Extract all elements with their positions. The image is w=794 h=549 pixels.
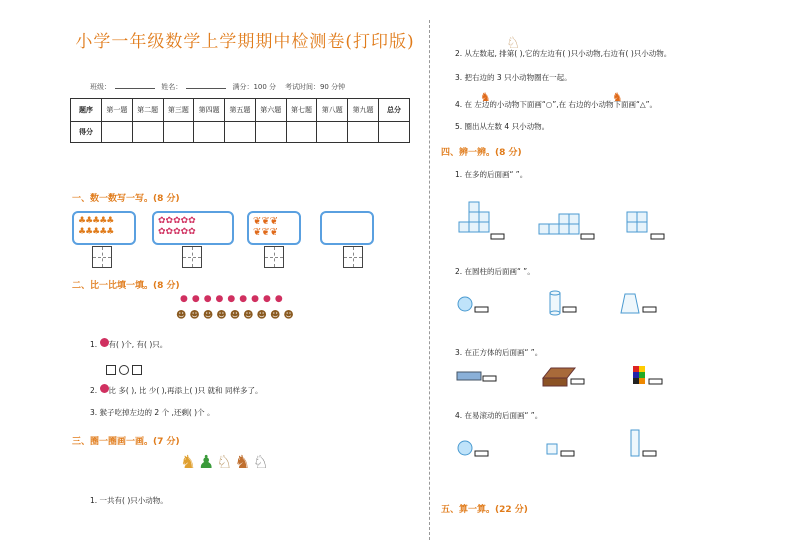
counting-box-empty xyxy=(320,211,374,245)
sphere-icon xyxy=(458,297,472,311)
cube-stack-icon xyxy=(627,212,647,232)
answer-box xyxy=(483,376,496,381)
sec4-question-3: 3. 在正方体的后面画“ ”。 xyxy=(455,348,543,357)
table-header-cell: 第一题 xyxy=(102,99,133,122)
class-blank xyxy=(115,88,155,89)
rabbit-icon: ♘ xyxy=(506,33,521,52)
writing-grid[interactable] xyxy=(264,246,284,268)
sphere-icon xyxy=(458,441,472,455)
cube-stack-icon xyxy=(459,202,489,232)
student-info-line xyxy=(90,82,345,92)
writing-grid[interactable] xyxy=(92,246,112,268)
counting-box-flowers xyxy=(152,211,234,245)
table-header-cell: 第二题 xyxy=(132,99,163,122)
cube-stacks-figure xyxy=(455,192,794,244)
answer-box xyxy=(561,451,574,456)
dog-icon: ♞ xyxy=(480,90,491,104)
score-cell[interactable] xyxy=(132,122,163,143)
writing-grid[interactable] xyxy=(343,246,363,268)
section-4-heading: 四、辨一辨。(8 分) xyxy=(441,148,522,158)
answer-box xyxy=(475,451,488,456)
cube-stack-icon xyxy=(539,214,579,234)
sec3-question-1: 1. 一共有( )只小动物。 xyxy=(90,496,168,505)
circle-icon xyxy=(119,365,129,375)
right-question-3: 3. 把右边的 3 只小动物圈在一起。 xyxy=(455,73,572,82)
score-table xyxy=(70,98,410,143)
cylinder-icon xyxy=(550,291,560,315)
table-header-cell: 第六题 xyxy=(255,99,286,122)
peach-icon xyxy=(100,384,109,393)
name-blank xyxy=(186,88,226,89)
table-header-cell: 总分 xyxy=(379,99,410,122)
shape-answer-row xyxy=(106,360,145,379)
sec2-q2-text: 比 多( ), 比 少( ),再添上( )只 就和 同样多了。 xyxy=(108,386,263,395)
page-title: 小学一年级数学上学期期中检测卷(打印版) xyxy=(75,32,415,52)
score-cell[interactable] xyxy=(225,122,256,143)
section-5-heading: 五、算一算。(22 分) xyxy=(441,505,528,515)
flower-icon: ✿✿✿✿✿ ✿✿✿✿✿ xyxy=(158,216,196,237)
cone-frustum-icon xyxy=(621,294,639,313)
section-1-heading: 一、数一数写一写。(8 分) xyxy=(72,194,180,204)
full-score-label: 满分：100 分 xyxy=(232,83,277,91)
table-row-label: 得分 xyxy=(71,122,102,143)
squirrel-icon: ❦❦❦ ❦❦❦ xyxy=(253,216,279,238)
sec4-question-1: 1. 在多的后面画“ ”。 xyxy=(455,170,528,179)
score-cell[interactable] xyxy=(255,122,286,143)
box-icon xyxy=(543,378,567,386)
table-header-cell: 题序 xyxy=(71,99,102,122)
table-header-cell: 第八题 xyxy=(317,99,348,122)
sec2-question-2: 2. 比 多( ), 比 少( ),再添上( )只 就和 同样多了。 xyxy=(90,386,263,395)
answer-box xyxy=(571,379,584,384)
peach-icon xyxy=(100,338,109,347)
table-header-cell: 第三题 xyxy=(163,99,194,122)
peach-row-icon: ●●●●●●●●● xyxy=(180,294,287,304)
name-label: 姓名： xyxy=(161,83,183,91)
answer-box xyxy=(563,307,576,312)
answer-box xyxy=(643,307,656,312)
score-cell[interactable] xyxy=(317,122,348,143)
table-header-cell: 第五题 xyxy=(225,99,256,122)
eraser-icon xyxy=(457,372,481,380)
table-header-cell: 第七题 xyxy=(286,99,317,122)
dog-icon: ♞ xyxy=(612,90,623,104)
score-cell[interactable] xyxy=(286,122,317,143)
answer-box xyxy=(581,234,594,239)
score-cell[interactable] xyxy=(102,122,133,143)
section-3-heading: 三、圈一圈画一画。(7 分) xyxy=(72,437,180,447)
writing-grid[interactable] xyxy=(182,246,202,268)
counting-box-squirrels xyxy=(247,211,301,245)
table-header-cell: 第四题 xyxy=(194,99,225,122)
answer-box xyxy=(491,234,504,239)
square-icon xyxy=(132,365,142,375)
mushroom-icon: ♣♣♣♣♣ ♣♣♣♣♣ xyxy=(78,216,114,237)
cuboid-icon xyxy=(631,430,639,456)
rubiks-cube-icon xyxy=(633,366,645,384)
score-cell[interactable] xyxy=(379,122,410,143)
column-divider xyxy=(429,20,430,540)
sec2-question-3: 3. 猴子吃掉左边的 2 个 ,还剩( )个 。 xyxy=(90,408,215,417)
monkey-row-icon: ☻☻☻☻☻☻☻☻☻ xyxy=(176,310,297,321)
sec4-question-4: 4. 在易滚动的后面画“ ”。 xyxy=(455,411,543,420)
small-cube-icon xyxy=(547,444,557,454)
answer-box xyxy=(643,451,656,456)
sec2-question-1: 1. 有( )个, 有( )只。 xyxy=(90,340,168,349)
answer-box xyxy=(651,234,664,239)
animals-row-icon: ♞♟♘♞♘ xyxy=(180,452,271,473)
exam-time-label: 考试时间：90 分钟 xyxy=(284,83,346,91)
square-icon xyxy=(106,365,116,375)
table-header-cell: 第九题 xyxy=(348,99,379,122)
score-cell[interactable] xyxy=(163,122,194,143)
answer-box xyxy=(475,307,488,312)
right-question-4: 4. 在 左边的小动物下面画“○”,在 右边的小动物下面画“△”。 xyxy=(455,100,658,109)
sec2-q1-text: 有( )个, 有( )只。 xyxy=(108,340,168,349)
section-2-heading: 二、比一比填一填。(8 分) xyxy=(72,281,180,291)
score-cell[interactable] xyxy=(194,122,225,143)
sec4-question-2: 2. 在圆柱的后面画“ ”。 xyxy=(455,267,535,276)
score-cell[interactable] xyxy=(348,122,379,143)
answer-box xyxy=(649,379,662,384)
cube-objects-figure xyxy=(455,360,794,390)
counting-box-mushrooms xyxy=(72,211,136,245)
class-label: 班级： xyxy=(90,83,111,91)
rolling-objects-figure xyxy=(455,428,794,460)
right-question-5: 5. 圈出从左数 4 只小动物。 xyxy=(455,122,550,131)
cylinder-figure xyxy=(455,288,794,318)
right-question-2: 2. 从左数起, 排第( ),它的左边有( )只小动物,右边有( )只小动物。 xyxy=(455,49,672,58)
